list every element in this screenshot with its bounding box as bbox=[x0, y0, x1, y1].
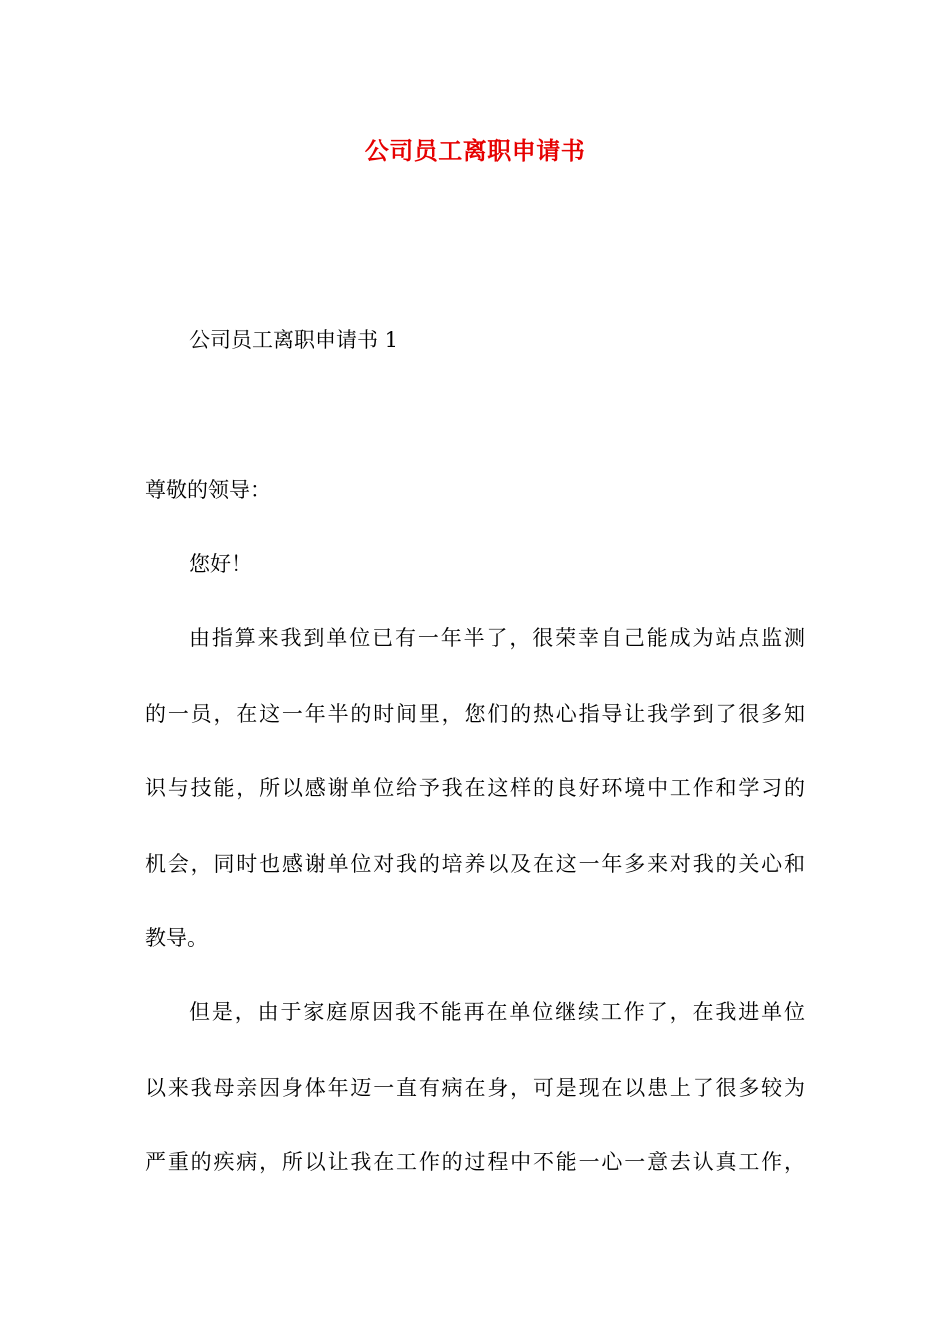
paragraph-line: 的一员，在这一年半的时间里，您们的热心指导让我学到了很多知 bbox=[145, 702, 805, 726]
paragraph-line: 严重的疾病，所以让我在工作的过程中不能一心一意去认真工作， bbox=[145, 1150, 805, 1174]
paragraph-line: 教导。 bbox=[145, 926, 208, 950]
paragraph-line: 以来我母亲因身体年迈一直有病在身，可是现在以患上了很多较为 bbox=[145, 1076, 805, 1100]
salutation: 尊敬的领导： bbox=[145, 478, 271, 502]
paragraph-line: 识与技能，所以感谢单位给予我在这样的良好环境中工作和学习的 bbox=[145, 776, 805, 800]
greeting: 您好！ bbox=[189, 552, 252, 576]
section-heading: 公司员工离职申请书 1 bbox=[189, 328, 399, 352]
document-title: 公司员工离职申请书 bbox=[364, 136, 586, 165]
paragraph-line: 机会，同时也感谢单位对我的培养以及在这一年多来对我的关心和 bbox=[145, 852, 805, 876]
paragraph-line: 由指算来我到单位已有一年半了，很荣幸自己能成为站点监测 bbox=[189, 626, 805, 650]
paragraph-line: 但是，由于家庭原因我不能再在单位继续工作了，在我进单位 bbox=[189, 1000, 805, 1024]
